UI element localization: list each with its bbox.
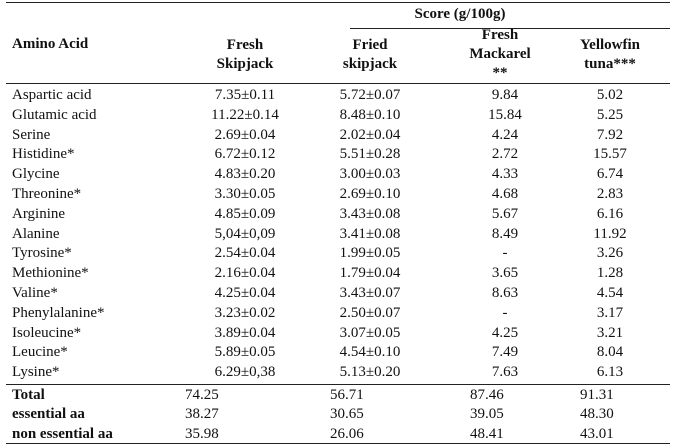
cell-value: 4.25 bbox=[491, 324, 519, 341]
cell-value: 5,04±0,09 bbox=[214, 225, 276, 242]
cell-value: 3.07±0.05 bbox=[339, 324, 401, 341]
cell-value: 2.54±0.04 bbox=[214, 245, 276, 262]
cell-value: 2.16±0.04 bbox=[214, 265, 276, 282]
cell-value: 3.89±0.04 bbox=[214, 324, 276, 341]
cell-value: 9.84 bbox=[491, 87, 519, 103]
cell-value: 4.54 bbox=[596, 285, 624, 301]
row-label: Total bbox=[12, 387, 45, 403]
cell-value: 5.67 bbox=[491, 205, 519, 222]
cell-value: 7.49 bbox=[491, 344, 519, 361]
row-label: Histidine* bbox=[12, 146, 75, 163]
cell-value: 30.65 bbox=[330, 406, 364, 423]
cell-value: 11.92 bbox=[593, 225, 627, 242]
cell-value: 91.31 bbox=[580, 387, 614, 403]
cell-value: 7.92 bbox=[596, 126, 624, 143]
cell-value: 3.00±0.03 bbox=[339, 166, 401, 183]
cell-value: - bbox=[502, 304, 508, 321]
cell-value: 8.63 bbox=[491, 285, 519, 301]
table-row bbox=[0, 144, 676, 164]
cell-value: 7.35±0.11 bbox=[214, 87, 276, 103]
cell-value: 4.85±0.09 bbox=[214, 205, 276, 222]
cell-value: 15.57 bbox=[593, 146, 627, 163]
header-line: Yellowfin bbox=[580, 37, 640, 53]
header-line: Fried bbox=[352, 37, 388, 53]
header-line: skipjack bbox=[342, 56, 398, 72]
table-row bbox=[0, 204, 676, 224]
row-label: Tyrosine* bbox=[12, 245, 72, 262]
header-line: ** bbox=[492, 65, 508, 81]
cell-value: 43.01 bbox=[580, 425, 614, 442]
row-label: essential aa bbox=[12, 406, 85, 423]
header-line: Fresh bbox=[226, 37, 264, 53]
row-label: Aspartic acid bbox=[12, 87, 92, 103]
cell-value: 35.98 bbox=[185, 425, 219, 442]
cell-value: 4.33 bbox=[491, 166, 519, 183]
row-label: Isoleucine* bbox=[12, 324, 82, 341]
total-row bbox=[0, 385, 676, 405]
row-label: Threonine* bbox=[12, 186, 82, 202]
row-label: Glycine bbox=[12, 166, 60, 183]
bottom-rule bbox=[6, 443, 670, 444]
cell-value: 2.72 bbox=[491, 146, 519, 163]
total-row bbox=[0, 424, 676, 444]
cell-value: 4.68 bbox=[491, 186, 519, 202]
cell-value: 3.41±0.08 bbox=[339, 225, 401, 242]
row-label: Arginine bbox=[12, 205, 66, 222]
table-row bbox=[0, 362, 676, 382]
table-row bbox=[0, 164, 676, 184]
cell-value: 2.02±0.04 bbox=[339, 126, 401, 143]
cell-value: 3.23±0.02 bbox=[214, 304, 276, 321]
cell-value: 5.89±0.05 bbox=[214, 344, 276, 361]
cell-value: 6.74 bbox=[596, 166, 624, 183]
cell-value: 5.51±0.28 bbox=[339, 146, 401, 163]
cell-value: 2.83 bbox=[596, 186, 624, 202]
cell-value: 11.22±0.14 bbox=[211, 106, 279, 123]
row-label: Lysine* bbox=[12, 364, 60, 381]
cell-value: 15.84 bbox=[488, 106, 522, 123]
cell-value: 48.30 bbox=[580, 406, 614, 423]
header-line: Mackarel bbox=[469, 46, 531, 62]
cell-value: 6.16 bbox=[596, 205, 624, 222]
cell-value: 4.54±0.10 bbox=[339, 344, 401, 361]
top-rule bbox=[6, 2, 670, 3]
table-row bbox=[0, 105, 676, 125]
cell-value: 3.26 bbox=[596, 245, 624, 262]
cell-value: 3.17 bbox=[596, 304, 624, 321]
table-row bbox=[0, 303, 676, 323]
header-amino-acid: Amino Acid bbox=[12, 36, 89, 52]
row-label: Phenylalanine* bbox=[12, 304, 105, 321]
cell-value: 26.06 bbox=[330, 425, 364, 442]
cell-value: 5.72±0.07 bbox=[339, 87, 401, 103]
cell-value: 8.04 bbox=[596, 344, 624, 361]
cell-value: 2.69±0.04 bbox=[214, 126, 276, 143]
cell-value: 87.46 bbox=[470, 387, 504, 403]
table-row bbox=[0, 283, 676, 303]
cell-value: 2.69±0.10 bbox=[339, 186, 401, 202]
cell-value: 3.43±0.07 bbox=[339, 285, 401, 301]
cell-value: 3.43±0.08 bbox=[339, 205, 401, 222]
table-row bbox=[0, 243, 676, 263]
cell-value: 8.48±0.10 bbox=[339, 106, 401, 123]
table-row bbox=[0, 125, 676, 145]
cell-value: 4.83±0.20 bbox=[214, 166, 276, 183]
cell-value: 48.41 bbox=[470, 425, 504, 442]
cell-value: 6.29±0,38 bbox=[214, 364, 276, 381]
table-row bbox=[0, 224, 676, 244]
cell-value: 7.63 bbox=[491, 364, 519, 381]
cell-value: 74.25 bbox=[185, 387, 219, 403]
header-line: Fresh bbox=[481, 27, 519, 43]
table-row bbox=[0, 342, 676, 362]
header-bottom-rule bbox=[6, 83, 670, 84]
cell-value: 3.65 bbox=[491, 265, 519, 282]
cell-value: 6.72±0.12 bbox=[214, 146, 276, 163]
cell-value: 5.25 bbox=[596, 106, 624, 123]
table-row bbox=[0, 184, 676, 204]
cell-value: - bbox=[502, 245, 508, 262]
header-yellowfin-tuna bbox=[565, 36, 655, 74]
cell-value: 4.24 bbox=[491, 126, 519, 143]
row-label: non essential aa bbox=[12, 425, 113, 442]
cell-value: 56.71 bbox=[330, 387, 364, 403]
header-fried-skipjack bbox=[325, 36, 415, 74]
cell-value: 5.13±0.20 bbox=[339, 364, 401, 381]
row-label: Valine* bbox=[12, 285, 58, 301]
cell-value: 1.28 bbox=[596, 265, 624, 282]
header-line: tuna*** bbox=[584, 56, 636, 72]
cell-value: 6.13 bbox=[596, 364, 624, 381]
row-label: Methionine* bbox=[12, 265, 89, 282]
row-label: Glutamic acid bbox=[12, 106, 97, 123]
cell-value: 8.49 bbox=[491, 225, 519, 242]
header-fresh-skipjack bbox=[200, 36, 290, 74]
table-row bbox=[0, 323, 676, 343]
row-label: Leucine* bbox=[12, 344, 68, 361]
cell-value: 38.27 bbox=[185, 406, 219, 423]
cell-value: 3.30±0.05 bbox=[214, 186, 276, 202]
cell-value: 4.25±0.04 bbox=[214, 285, 276, 301]
cell-value: 1.99±0.05 bbox=[339, 245, 401, 262]
cell-value: 3.21 bbox=[596, 324, 624, 341]
cell-value: 5.02 bbox=[596, 87, 624, 103]
total-row bbox=[0, 404, 676, 424]
cell-value: 39.05 bbox=[470, 406, 504, 423]
table-row bbox=[0, 263, 676, 283]
row-label: Serine bbox=[12, 126, 51, 143]
cell-value: 1.79±0.04 bbox=[339, 265, 401, 282]
cell-value: 2.50±0.07 bbox=[339, 304, 401, 321]
score-group-header: Score (g/100g) bbox=[414, 6, 506, 22]
row-label: Alanine bbox=[12, 225, 60, 242]
header-line: Skipjack bbox=[216, 56, 274, 72]
table-row bbox=[0, 85, 676, 105]
header-fresh-mackarel bbox=[450, 26, 550, 83]
